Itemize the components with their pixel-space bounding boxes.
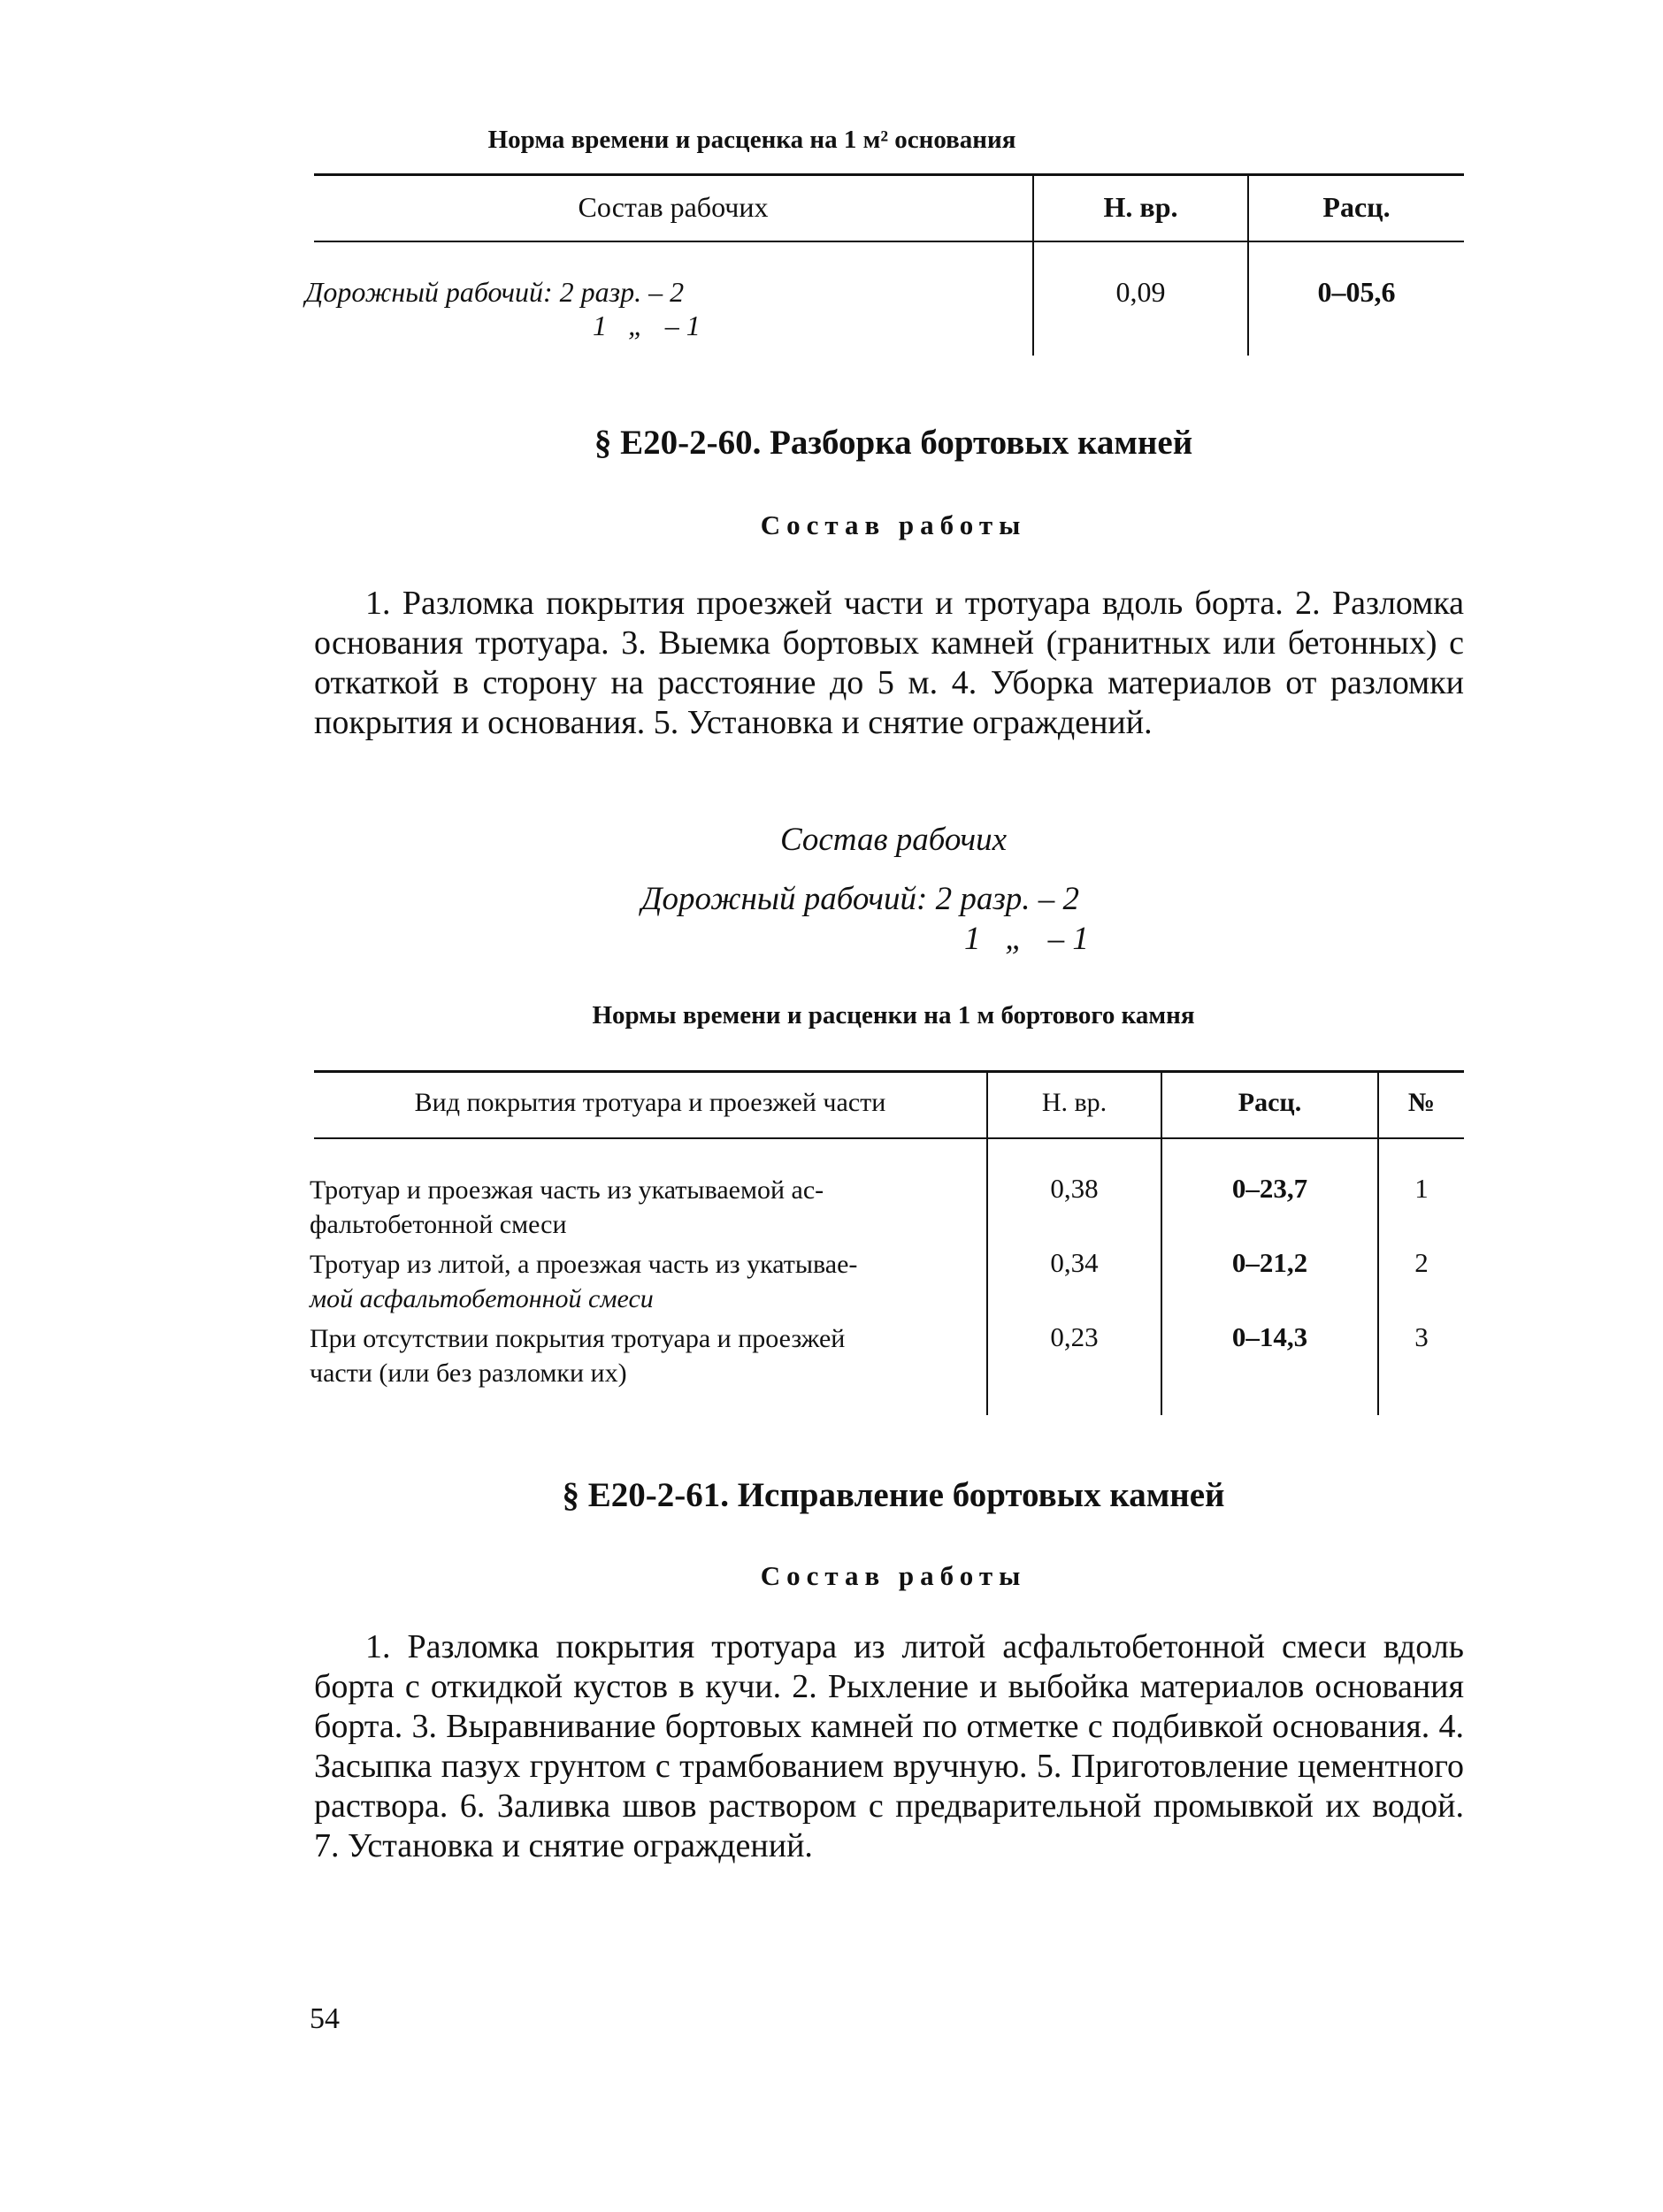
section61-title: § Е20-2-61. Исправление бортовых камней <box>562 1476 1225 1514</box>
table2-caption: Нормы времени и расценки на 1 м бортового камня <box>592 1001 1195 1029</box>
table1-header-workers: Состав рабочих <box>578 191 769 223</box>
table2-row1-num: 1 <box>1414 1173 1429 1204</box>
table2-row1-line2: фальтобетонной смеси <box>310 1210 567 1239</box>
table2-row3-text <box>310 1321 991 1390</box>
table2-divider-3 <box>1377 1070 1379 1415</box>
table2-header-norm: Н. вр. <box>1041 1088 1107 1117</box>
table2-row2-line1: Тротуар из литой, а проезжая часть из укатывае- <box>310 1250 858 1279</box>
table2-row2-text <box>310 1247 991 1316</box>
section60-work-text: 1. Разломка покрытия проезжей части и тротуара вдоль борта. 2. Разломка основания тротуара. 3. Выемка бортовых камней (гранитных или бетонных) с откаткой в сторону на расстояние до 5 м. 4. Уборка материалов от разломки покрытия и основания. 5. Установка и снятие ограждений. <box>314 585 1464 741</box>
table1-top-rule <box>314 173 1464 176</box>
section60-crew-line2: 1 „ – 1 <box>964 921 1089 957</box>
table2-row2-norm: 0,34 <box>1050 1247 1099 1278</box>
table1-header-rate: Расц. <box>1322 191 1391 223</box>
table2-row3-num: 3 <box>1414 1321 1429 1352</box>
table2-header-num: № <box>1407 1088 1436 1117</box>
table2-row2-line2: мой асфальтобетонной смеси <box>310 1284 654 1313</box>
section60-title: § Е20-2-60. Разборка бортовых камней <box>594 424 1193 462</box>
table2-divider-2 <box>1161 1070 1162 1415</box>
table2-row1-rate: 0–23,7 <box>1231 1173 1308 1204</box>
table2-row2-num: 2 <box>1414 1247 1429 1278</box>
page-number: 54 <box>310 2002 340 2035</box>
table2-row3-rate: 0–14,3 <box>1231 1321 1308 1352</box>
table2-row3-line2: части (или без разломки их) <box>310 1359 627 1388</box>
section60-work-heading: Состав работы <box>760 509 1027 540</box>
table1-rate-value: 0–05,6 <box>1317 276 1396 308</box>
table2-row2-rate: 0–21,2 <box>1231 1247 1308 1278</box>
section61-work-heading: Состав работы <box>760 1560 1027 1591</box>
table2-row3-line1: При отсутствии покрытия тротуара и проезжей <box>310 1324 846 1353</box>
table1-caption: Норма времени и расценка на 1 м² основания <box>487 126 1016 154</box>
table2-row1-line1: Тротуар и проезжая часть из укатываемой ас- <box>310 1175 824 1205</box>
table1-worker-line2: 1 „ – 1 <box>593 310 701 341</box>
table1-header-rule <box>314 241 1464 242</box>
table1-header-norm: Н. вр. <box>1103 191 1178 223</box>
table1-norm-value: 0,09 <box>1115 276 1166 308</box>
table2-header-rule <box>314 1137 1464 1139</box>
section61-work-text: 1. Разломка покрытия тротуара из литой асфальтобетонной смеси вдоль борта с откидкой кустов в кучи. 2. Рыхление и выбойка материалов основания борта. 3. Выравнивание бортовых камней по отметке с подбивкой основания. 4. Засыпка пазух грунтом с трамбованием вручную. 5. Приготовление цементного раствора. 6. Заливка швов раствором с предварительной промывкой их водой. 7. Установка и снятие ограждений. <box>314 1628 1464 1864</box>
table2-row1-norm: 0,38 <box>1050 1173 1099 1204</box>
section60-crew-line1: Дорожный рабочий: 2 разр. – 2 <box>641 881 1080 917</box>
table2-header-type: Вид покрытия тротуара и проезжей части <box>414 1088 886 1117</box>
table2-row3-norm: 0,23 <box>1050 1321 1099 1352</box>
table2-row1-text <box>310 1173 991 1242</box>
table1-worker-line1: Дорожный рабочий: 2 разр. – 2 <box>305 276 685 308</box>
section60-crew-heading: Состав рабочих <box>779 822 1008 858</box>
table2-top-rule <box>314 1070 1464 1073</box>
table2-header-rate: Расц. <box>1238 1088 1302 1117</box>
